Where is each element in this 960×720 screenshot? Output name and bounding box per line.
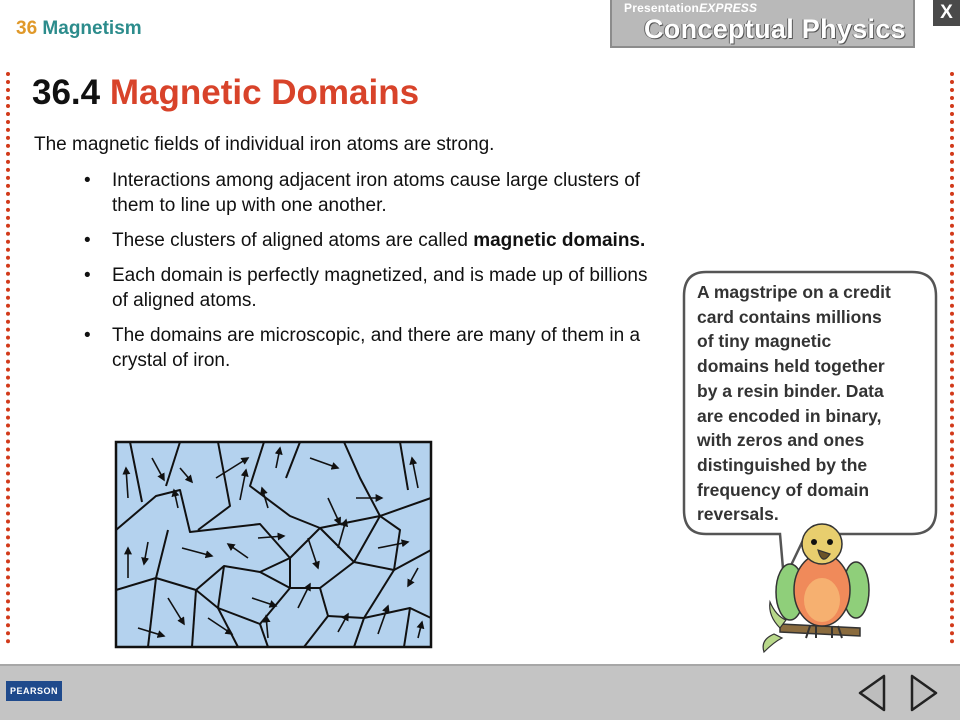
section-number: 36.4 bbox=[32, 73, 101, 112]
bullet-dot-icon: • bbox=[84, 230, 91, 251]
bullet-list bbox=[84, 168, 654, 383]
prev-slide-button[interactable] bbox=[856, 674, 890, 712]
pearson-logo: PEARSON bbox=[6, 681, 62, 701]
brand-logo bbox=[610, 0, 915, 48]
right-dotted-border bbox=[950, 72, 954, 644]
bullet-item: • Interactions among adjacent iron atoms cause large clusters of them to line up with one another. bbox=[84, 170, 641, 216]
bullet-item: • Each domain is perfectly magnetized, and is made up of billions of aligned atoms. bbox=[84, 265, 648, 311]
bullet-dot-icon: • bbox=[84, 265, 91, 286]
intro-text: The magnetic fields of individual iron atoms are strong. bbox=[34, 134, 495, 155]
close-button[interactable]: X bbox=[933, 0, 960, 26]
bullet-dot-icon: • bbox=[84, 325, 91, 346]
chapter-number: 36 bbox=[16, 18, 38, 39]
chapter-title: Magnetism bbox=[42, 18, 142, 39]
section-title: Magnetic Domains bbox=[109, 73, 420, 112]
next-arrow-icon bbox=[912, 676, 936, 710]
chapter-label bbox=[16, 18, 142, 40]
brand-main: Conceptual Physics bbox=[644, 14, 906, 44]
footer-bar bbox=[0, 664, 960, 720]
bold-term: magnetic domains. bbox=[473, 230, 646, 251]
magnetic-domains-diagram bbox=[108, 438, 438, 653]
bullet-dot-icon: • bbox=[84, 170, 91, 191]
brand-top: PresentationEXPRESS bbox=[624, 1, 758, 15]
page-title bbox=[32, 73, 419, 113]
bullet-item: • The domains are microscopic, and there are many of them in a crystal of iron. bbox=[84, 325, 641, 371]
prev-arrow-icon bbox=[860, 676, 884, 710]
left-dotted-border bbox=[6, 72, 10, 644]
next-slide-button[interactable] bbox=[906, 674, 940, 712]
callout-text: A magstripe on a credit card contains millions of tiny magnetic domains held together by a resin binder. Data are encoded in binary, with zeros and ones distinguished by the frequency of domain reversals. bbox=[697, 282, 891, 525]
bullet-item: • These clusters of aligned atoms are called magnetic domains. bbox=[84, 230, 646, 251]
bird-mascot-icon bbox=[760, 520, 880, 655]
